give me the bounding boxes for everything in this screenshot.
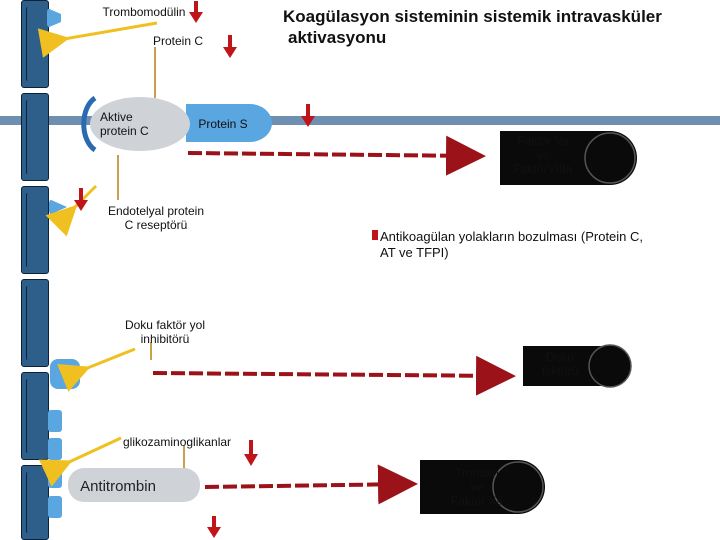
doku-faktoru-line: Doku <box>545 350 574 364</box>
doku-faktoru-circle <box>589 345 631 387</box>
doku-faktor-yol-line: inhibitörü <box>140 332 190 346</box>
title-line: Koagülasyon sisteminin sistemik intravasküler <box>283 7 662 26</box>
aktive-protein-c-line: Aktive <box>100 110 133 124</box>
tfpi-arrow <box>85 349 135 369</box>
endotelyal-line: C reseptörü <box>124 218 188 232</box>
doku-faktor-yol-line: Doku faktör yol <box>124 318 206 332</box>
antitrombin-arrow <box>67 438 121 463</box>
antitrombin-label: Antitrombin <box>80 478 156 495</box>
trombin-line: Trombin <box>455 466 499 480</box>
aktive-protein-c-line: protein C <box>100 124 149 138</box>
glikozaminoglikan-label: glikozaminoglikanlar <box>123 435 232 449</box>
trombin-label <box>432 466 522 508</box>
trombin-line: ve <box>470 480 484 494</box>
protein-c-to-faktor-arrow <box>188 153 478 156</box>
bullet-line: AT ve TFPI) <box>380 245 449 260</box>
bullet-marker <box>372 230 378 240</box>
bullet-line: Antikoagülan yolakların bozulması (Protein C, <box>380 229 644 244</box>
endotelyal-label <box>98 204 214 232</box>
faktor-va-line: FaktörVIIIa <box>513 162 573 176</box>
trombomodulin-label: Trombomodülin <box>102 5 186 19</box>
faktor-va-circle <box>585 133 635 183</box>
page-title <box>283 6 713 48</box>
faktor-va-label <box>498 134 588 176</box>
faktor-va-line: Faktör Va <box>517 134 569 148</box>
tfpi-to-doku-arrow <box>153 373 508 376</box>
doku-faktor-yol-label <box>110 318 220 346</box>
red-down-arrow <box>223 35 237 58</box>
red-down-arrow <box>301 104 315 127</box>
epcr-arrow <box>73 186 96 209</box>
red-down-arrow <box>207 516 221 538</box>
protein-c-label: Protein C <box>152 34 204 48</box>
protein-s-label: Protein S <box>198 117 248 131</box>
endotelyal-line: Endotelyal protein <box>107 204 205 218</box>
antitrombin-to-trombin-arrow <box>205 484 410 487</box>
aktive-protein-c-label <box>100 110 160 138</box>
doku-faktoru-line: faktörü <box>541 364 579 378</box>
title-line: aktivasyonu <box>288 28 387 47</box>
doku-faktoru-label <box>530 350 590 378</box>
bullet-text <box>380 229 715 261</box>
faktor-va-line: ve <box>536 148 550 162</box>
trombin-line: Faktör Xa <box>450 494 504 508</box>
